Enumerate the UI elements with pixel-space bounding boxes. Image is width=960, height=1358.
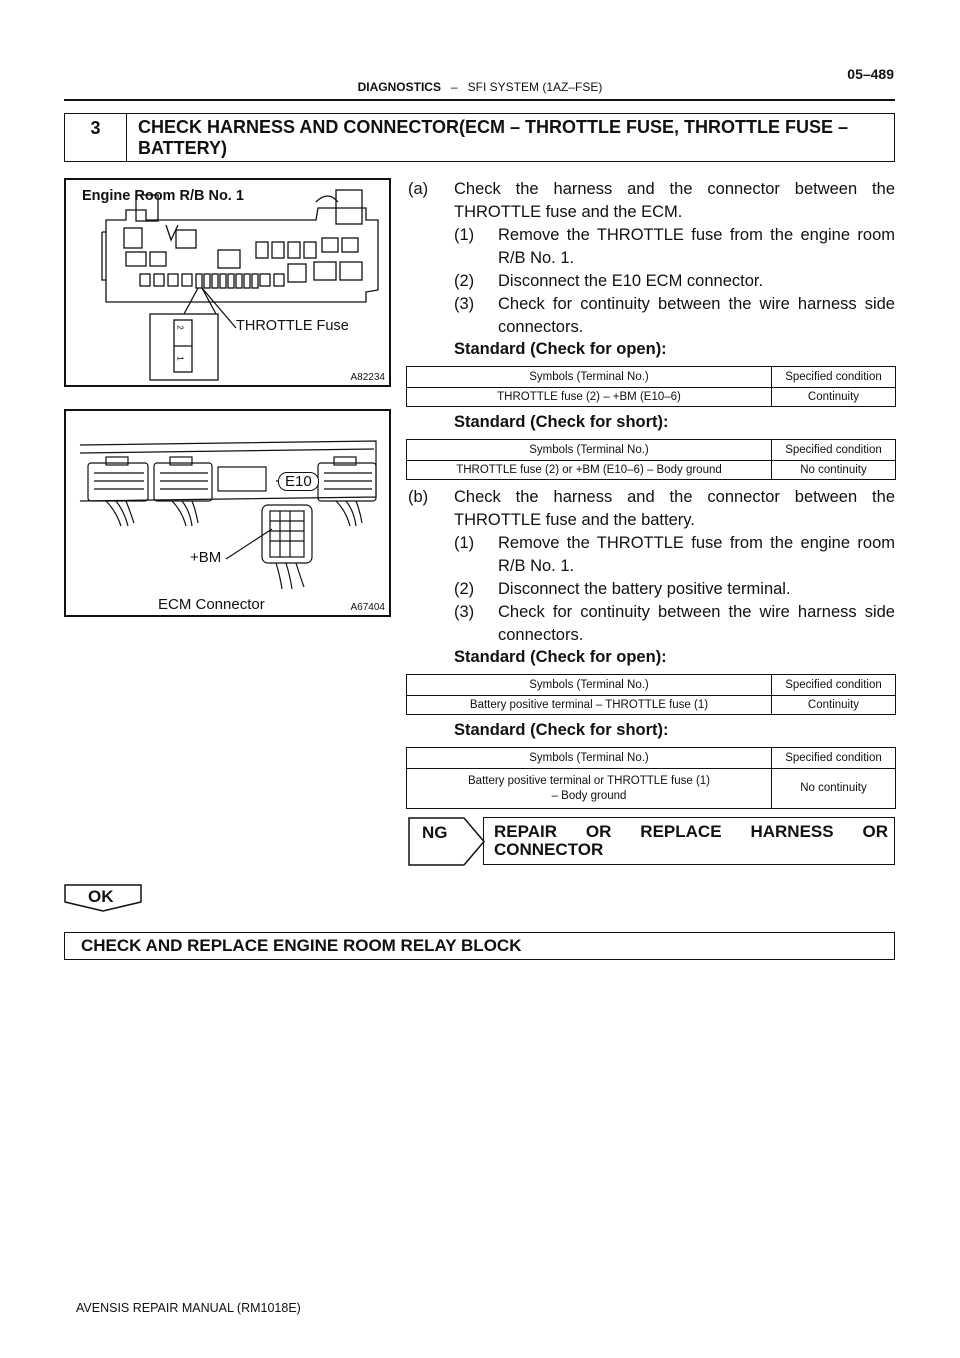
figure-code-2: A67404 xyxy=(350,602,385,613)
table-header: Specified condition xyxy=(772,367,896,388)
footer-manual-id: AVENSIS REPAIR MANUAL (RM1018E) xyxy=(76,1301,301,1315)
ecm-connector-drawing xyxy=(66,411,389,615)
table-header: Specified condition xyxy=(772,748,896,769)
ok-label: OK xyxy=(88,887,114,906)
header-subsection: SFI SYSTEM (1AZ–FSE) xyxy=(467,80,603,94)
running-header xyxy=(0,80,960,94)
table-cell: Continuity xyxy=(772,696,896,715)
table-cell xyxy=(407,769,772,809)
part-b-short-table xyxy=(406,747,896,809)
ok-badge xyxy=(64,884,142,912)
part-a-standard-short-label: Standard (Check for short): xyxy=(454,413,669,431)
ng-label: NG xyxy=(422,823,448,842)
part-b-sub2-marker: (2) xyxy=(454,580,475,598)
part-a-standard-open-label: Standard (Check for open): xyxy=(454,340,667,358)
fuse-pin-1: 1 xyxy=(175,356,185,361)
table-header: Specified condition xyxy=(772,440,896,461)
step-title: CHECK HARNESS AND CONNECTOR(ECM – THROTTLE FUSE, THROTTLE FUSE – BATTERY) xyxy=(138,117,849,158)
e10-connector-label: E10 xyxy=(278,472,319,491)
table-header: Specified condition xyxy=(772,675,896,696)
part-b-sub3-marker: (3) xyxy=(454,603,475,621)
part-a-sub1-marker: (1) xyxy=(454,226,475,244)
part-b-sub2-line1: Disconnect the battery positive terminal. xyxy=(498,580,791,598)
part-b-sub3-line1: Check for continuity between the wire harness side xyxy=(498,603,895,621)
header-rule xyxy=(64,99,895,101)
table-header: Symbols (Terminal No.) xyxy=(407,440,772,461)
table-cell: No continuity xyxy=(772,461,896,480)
table-header: Symbols (Terminal No.) xyxy=(407,367,772,388)
page-number: 05–489 xyxy=(847,66,894,82)
ng-badge xyxy=(408,817,488,866)
ok-action-box xyxy=(64,932,895,960)
ng-action-box xyxy=(483,817,895,865)
table-header: Symbols (Terminal No.) xyxy=(407,675,772,696)
part-b-text-2: THROTTLE fuse and the battery. xyxy=(454,511,695,529)
ng-action-line1: REPAIR OR REPLACE HARNESS OR xyxy=(494,822,888,841)
part-b-standard-short-label: Standard (Check for short): xyxy=(454,721,669,739)
table-cell: Continuity xyxy=(772,388,896,407)
part-a-text-2: THROTTLE fuse and the ECM. xyxy=(454,203,683,221)
figure-relay-block xyxy=(64,178,391,387)
part-b-sub1-line2: R/B No. 1. xyxy=(498,557,575,575)
table-cell: THROTTLE fuse (2) – +BM (E10–6) xyxy=(407,388,772,407)
part-a-text-1: Check the harness and the connector between the xyxy=(454,180,895,198)
part-a-sub1-line1: Remove the THROTTLE fuse from the engine room xyxy=(498,226,895,244)
part-a-sub3-marker: (3) xyxy=(454,295,475,313)
relay-block-drawing xyxy=(66,180,389,385)
table-cell: No continuity xyxy=(772,769,896,809)
relay-block-title: Engine Room R/B No. 1 xyxy=(82,188,244,204)
part-b-sub1-marker: (1) xyxy=(454,534,475,552)
part-a-sub1-line2: R/B No. 1. xyxy=(498,249,575,267)
part-b-sub1-line1: Remove the THROTTLE fuse from the engine room xyxy=(498,534,895,552)
table-cell: THROTTLE fuse (2) or +BM (E10–6) – Body ground xyxy=(407,461,772,480)
figure-ecm-connector xyxy=(64,409,391,617)
header-separator: – xyxy=(450,80,458,94)
ng-action-line2: CONNECTOR xyxy=(494,840,604,859)
table-cell: Battery positive terminal – THROTTLE fuse (1) xyxy=(407,696,772,715)
header-section: DIAGNOSTICS xyxy=(357,80,441,94)
part-a-sub2-line1: Disconnect the E10 ECM connector. xyxy=(498,272,764,290)
part-b-marker: (b) xyxy=(408,488,429,506)
part-a-sub3-line2: connectors. xyxy=(498,318,584,336)
short-row-line1: Battery positive terminal or THROTTLE fuse (1) xyxy=(468,774,710,787)
ecm-connector-caption: ECM Connector xyxy=(158,596,265,613)
throttle-fuse-callout: THROTTLE Fuse xyxy=(236,318,349,334)
part-a-marker: (a) xyxy=(408,180,429,198)
fuse-pin-2: 2 xyxy=(175,325,185,330)
ok-action-text: CHECK AND REPLACE ENGINE ROOM RELAY BLOCK xyxy=(81,936,522,955)
part-a-sub2-marker: (2) xyxy=(454,272,475,290)
table-header: Symbols (Terminal No.) xyxy=(407,748,772,769)
part-a-short-table xyxy=(406,439,896,480)
short-row-line2: – Body ground xyxy=(551,789,627,802)
part-b-open-table xyxy=(406,674,896,715)
part-a-sub3-line1: Check for continuity between the wire harness side xyxy=(498,295,895,313)
figure-code-1: A82234 xyxy=(350,372,385,383)
step-number: 3 xyxy=(65,114,127,161)
step-title-box xyxy=(64,113,895,162)
part-a-open-table xyxy=(406,366,896,407)
part-b-standard-open-label: Standard (Check for open): xyxy=(454,648,667,666)
bm-terminal-label: +BM xyxy=(190,549,222,566)
ng-arrow-shape xyxy=(408,817,488,866)
part-b-text-1: Check the harness and the connector between the xyxy=(454,488,895,506)
part-b-sub3-line2: connectors. xyxy=(498,626,584,644)
